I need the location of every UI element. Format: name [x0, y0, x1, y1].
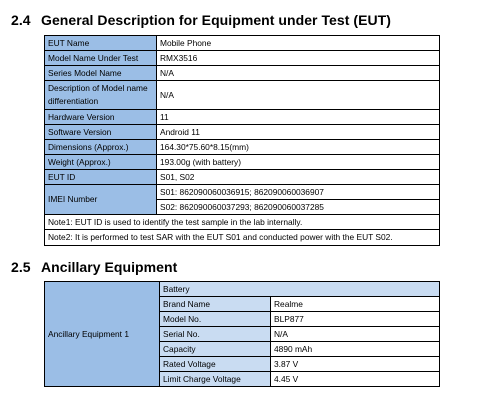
row-label: Model No. [160, 312, 271, 327]
section-title: General Description for Equipment under Test (EUT) [41, 12, 391, 28]
row-value: Realme [271, 297, 440, 312]
row-label: Capacity [160, 342, 271, 357]
row-value: 3.87 V [271, 357, 440, 372]
section-number: 2.5 [11, 259, 31, 275]
row-value: Android 11 [157, 125, 440, 140]
row-value: 164.30*75.60*8.15(mm) [157, 140, 440, 155]
table-row [45, 81, 440, 110]
table-row [45, 155, 440, 170]
table-row [45, 66, 440, 81]
table-row [45, 125, 440, 140]
section-number: 2.4 [11, 12, 31, 28]
section-heading-eut [11, 12, 391, 28]
table-row [45, 140, 440, 155]
table-row [45, 36, 440, 51]
note: Note2: It is performed to test SAR with the EUT S01 and conducted power with the EUT S02. [45, 230, 440, 246]
row-label: Weight (Approx.) [45, 155, 157, 170]
section-heading-ancillary [11, 259, 177, 275]
equipment-type: Battery [160, 282, 440, 297]
table-row [45, 215, 440, 230]
row-value: 4890 mAh [271, 342, 440, 357]
row-label: Series Model Name [45, 66, 157, 81]
row-label: Software Version [45, 125, 157, 140]
table-row [45, 170, 440, 185]
row-value: 11 [157, 110, 440, 125]
ancillary-equipment-table [44, 281, 440, 387]
row-label: Hardware Version [45, 110, 157, 125]
row-label: Rated Voltage [160, 357, 271, 372]
row-label: Model Name Under Test [45, 51, 157, 66]
row-value: 4.45 V [271, 372, 440, 387]
table-row [45, 230, 440, 246]
row-value: 193.00g (with battery) [157, 155, 440, 170]
row-label: Brand Name [160, 297, 271, 312]
table-row [45, 51, 440, 66]
row-label: Description of Model name differentiation [45, 81, 157, 110]
row-label: Dimensions (Approx.) [45, 140, 157, 155]
row-label: Serial No. [160, 327, 271, 342]
row-value: Mobile Phone [157, 36, 440, 51]
imei-label: IMEI Number [45, 185, 157, 215]
row-value: N/A [157, 66, 440, 81]
equipment-label: Ancillary Equipment 1 [45, 282, 160, 387]
table-row [45, 185, 440, 200]
row-label: EUT Name [45, 36, 157, 51]
imei-value: S02: 862090060037293; 862090060037285 [157, 200, 440, 215]
row-value: BLP877 [271, 312, 440, 327]
row-value: S01, S02 [157, 170, 440, 185]
section-title: Ancillary Equipment [41, 259, 178, 275]
note: Note1: EUT ID is used to identify the test sample in the lab internally. [45, 215, 440, 230]
table-row [45, 110, 440, 125]
row-label: Limit Charge Voltage [160, 372, 271, 387]
table-row [45, 282, 440, 297]
row-value: N/A [157, 81, 440, 110]
eut-description-table [44, 35, 440, 246]
imei-value: S01: 862090060036915; 862090060036907 [157, 185, 440, 200]
row-value: N/A [271, 327, 440, 342]
row-value: RMX3516 [157, 51, 440, 66]
row-label: EUT ID [45, 170, 157, 185]
